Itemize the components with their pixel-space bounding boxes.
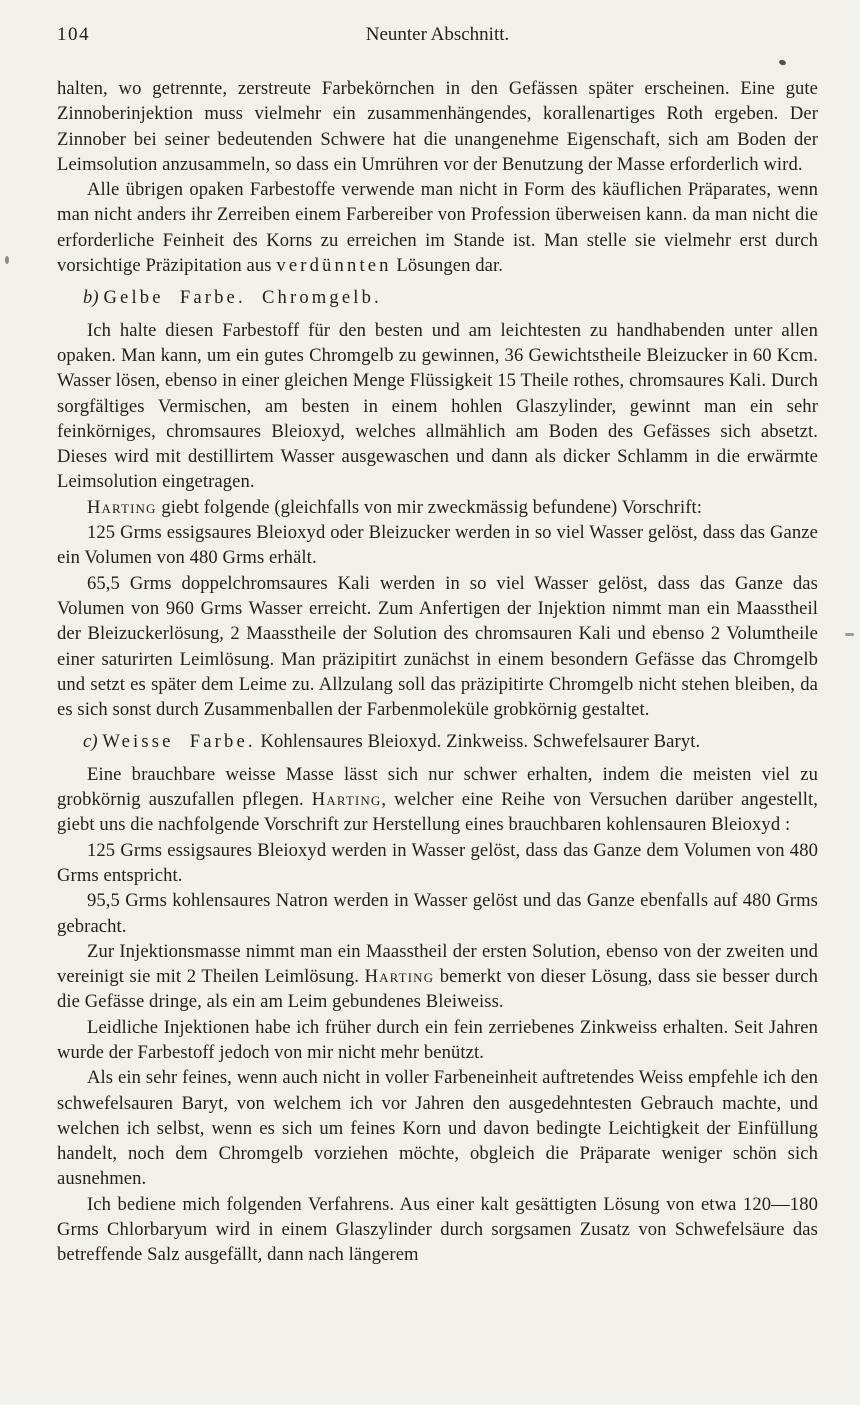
text-run-italic: c) bbox=[83, 731, 103, 753]
text-run: Eine brauchbare weisse Masse lässt sich nur schwer erhalten, indem die meisten viel zu grobkörnig auszufallen pflegen. bbox=[57, 763, 818, 811]
running-header-title: Neunter Abschnitt. bbox=[365, 24, 510, 45]
paragraph bbox=[57, 762, 818, 838]
text-run: Zur Injektionsmasse nimmt man ein Maasstheil der ersten Solution, ebenso von der zweiten und vereinigt sie mit 2 Theilen Leimlösung. bbox=[57, 940, 818, 988]
text-run: Lösungen dar. bbox=[391, 255, 504, 277]
text-run-smallcaps: Harting bbox=[364, 966, 435, 988]
section-heading bbox=[57, 285, 818, 310]
text-run: Leidliche Injektionen habe ich früher durch ein fein zerriebenes Zinkweiss erhalten. Seit Jahren wurde der Farbestoff jedoch von mir nicht mehr benützt. bbox=[57, 1016, 818, 1063]
paragraph bbox=[57, 495, 818, 520]
paragraph bbox=[57, 1192, 818, 1268]
paragraph bbox=[57, 318, 818, 495]
text-run-smallcaps: Harting bbox=[87, 496, 157, 518]
text-run-spaced: verdünnten bbox=[276, 255, 392, 277]
paragraph bbox=[57, 177, 818, 278]
section-heading bbox=[57, 729, 818, 754]
scan-speck-icon bbox=[5, 256, 9, 264]
text-run-spaced: Weisse Farbe. bbox=[102, 731, 256, 753]
paragraph bbox=[57, 76, 818, 177]
scan-speck-icon bbox=[778, 59, 786, 66]
text-run: 125 Grms essigsaures Bleioxyd werden in Wasser gelöst, dass das Ganze dem Volumen von 480 Grms entspricht. bbox=[57, 839, 818, 886]
paragraph bbox=[57, 571, 818, 723]
page-number: 104 bbox=[57, 24, 90, 45]
text-run: Als ein sehr feines, wenn auch nicht in voller Farbeneinheit auftretendes Weiss empfehle ich den schwefelsauren Baryt, von welchem ich vor Jahren den ausgedehntesten Gebrauch machte, und welchen ich selbst, wenn es sich um feines Korn und davon bedingte Leichtigkeit der Einfüllung handelt, noch dem Chromgelb vorziehen möchte, obgleich die Präparate weniger schön sich ausnehmen. bbox=[57, 1067, 818, 1190]
scan-speck-icon bbox=[845, 633, 854, 636]
text-run-spaced: Gelbe Farbe. Chromgelb. bbox=[103, 287, 382, 309]
text-run: halten, wo getrennte, zerstreute Farbekörnchen in den Gefässen später erscheinen. Eine gute Zinnoberinjektion muss vielmehr ein zusammenhängendes, korallenartiges Roth ergeben. Der Zinnober bei seiner bedeutenden Schwere hat die unangenehme Eigenschaft, sich am Boden der Leimsolution anzusammeln, so dass ein Umrühren vor der Benutzung der Masse erforderlich wird. bbox=[57, 78, 818, 175]
text-run: 95,5 Grms kohlensaures Natron werden in Wasser gelöst und das Ganze ebenfalls auf 480 Grms gebracht. bbox=[57, 890, 818, 937]
paragraph bbox=[57, 838, 818, 889]
text-run: 65,5 Grms doppelchromsaures Kali werden in so viel Wasser gelöst, dass das Ganze das Volumen von 960 Grms Wasser erreicht. Zum Anfertigen der Injektion nimmt man ein Maasstheil der Bleizuckerlösung, 2 Maasstheile der Solution des chromsauren Kali und ebenso 2 Volumtheile einer saturirten Leimlösung. Man präzipitirt zunächst in einem besondern Gefässe das Chromgelb und setzt es später dem Leime zu. Allzulang soll das präzipitirte Chromgelb nicht stehen bleiben, da es sich sonst durch Zusammenballen der Farbenmoleküle grobkörnig gestaltet. bbox=[57, 572, 818, 721]
text-run: , welcher eine Reihe von Versuchen darüber angestellt, giebt uns die nachfolgende Vorschrift zur Herstellung eines brauchbaren kohlensauren Bleioxyd : bbox=[57, 789, 818, 836]
text-run: giebt folgende (gleichfalls von mir zweckmässig befundene) Vorschrift: bbox=[156, 496, 703, 518]
text-body bbox=[57, 76, 818, 1268]
text-run: Ich halte diesen Farbestoff für den besten und am leichtesten zu handhabenden unter allen opaken. Man kann, um ein gutes Chromgelb zu gewinnen, 36 Gewichtstheile Bleizucker in 60 Kcm. Wasser lösen, ebenso in einer gleichen Menge Flüssigkeit 15 Theile rothes, chromsaures Kali. Durch sorgfältiges Vermischen, am besten in einem hohlen Glaszylinder, gewinnt man ein sehr feinkörniges, chromsaures Bleioxyd, welches allmählich am Boden des Gefässes sich absetzt. Dieses wird mit destillirtem Wasser ausgewaschen und dann als dicker Schlamm in die erwärmte Leimsolution eingetragen. bbox=[57, 319, 818, 493]
paragraph bbox=[57, 1015, 818, 1066]
paragraph bbox=[57, 520, 818, 571]
text-run: Kohlensaures Bleioxyd. Zinkweiss. Schwefelsaurer Baryt. bbox=[255, 731, 701, 753]
text-run-italic: b) bbox=[83, 287, 104, 309]
paragraph bbox=[57, 1065, 818, 1191]
text-run: bemerkt von dieser Lösung, dass sie besser durch die Gefässe dringe, als ein am Leim gebundenes Bleiweiss. bbox=[57, 966, 818, 1013]
text-run: 125 Grms essigsaures Bleioxyd oder Bleizucker werden in so viel Wasser gelöst, dass das Ganze ein Volumen von 480 Grms erhält. bbox=[57, 522, 818, 569]
text-run: Alle übrigen opaken Farbestoffe verwende man nicht in Form des käuflichen Präparates, wenn man nicht anders ihr Zerreiben einem Farbereiber von Profession überweisen kann. da man nicht die erforderliche Feinheit des Korns zu erreichen im Stande ist. Man stelle sie vielmehr erst durch vorsichtige Präzipitation aus bbox=[57, 179, 818, 277]
running-head bbox=[57, 24, 818, 48]
text-run: Ich bediene mich folgenden Verfahrens. Aus einer kalt gesättigten Lösung von etwa 120—180 Grms Chlorbaryum wird in einem Glaszylinder durch sorgsamen Zusatz von Schwefelsäure das betreffende Salz ausgefällt, dann nach längerem bbox=[57, 1193, 818, 1266]
text-run-smallcaps: Harting bbox=[311, 789, 382, 811]
paragraph bbox=[57, 888, 818, 939]
paragraph bbox=[57, 939, 818, 1015]
